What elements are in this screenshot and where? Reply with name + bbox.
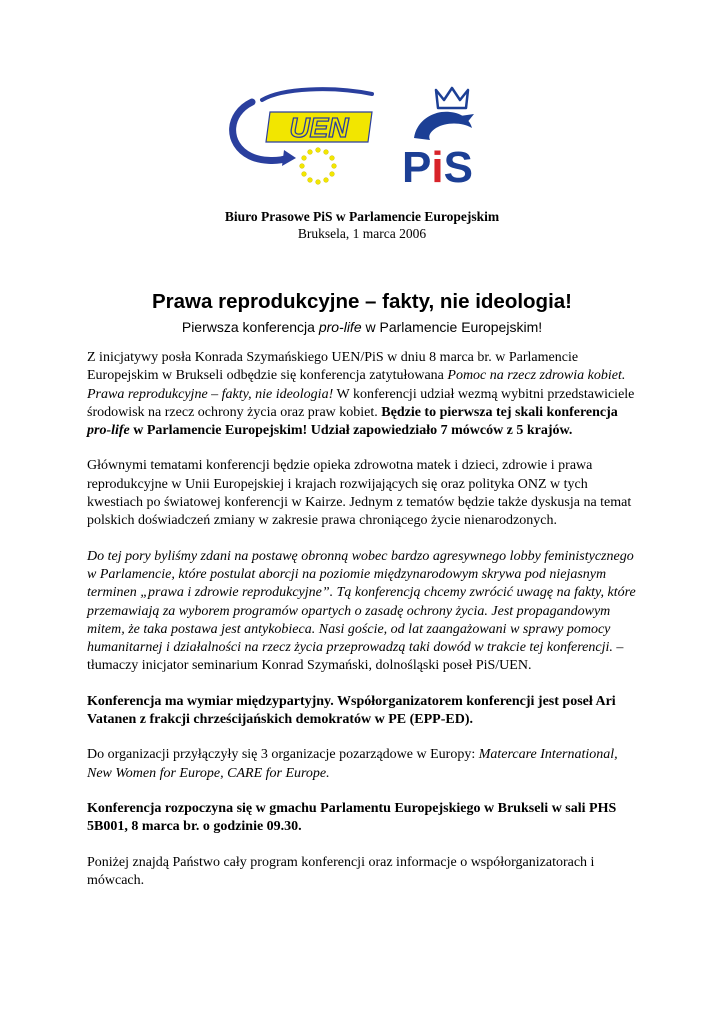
- subtitle-text: Pierwsza konferencja: [181, 319, 319, 335]
- uen-stars-icon: [300, 148, 337, 185]
- subtitle-italic: pro-life: [318, 319, 362, 335]
- p1-bold-italic: pro-life: [87, 423, 130, 439]
- paragraph-coorganizer: Konferencja ma wymiar międzypartyjny. Współorganizatorem konferencji jest poseł Ari Vatanen z frakcji chrześcijańskich demokratów w PE (EPP-ED).: [87, 693, 616, 728]
- document-body: [87, 349, 645, 907]
- paragraph-organizations: [87, 746, 645, 783]
- uen-logo: [222, 84, 382, 196]
- press-office-line: Biuro Prasowe PiS w Parlamencie Europejskim: [224, 209, 500, 224]
- p1-text: Z inicjatywy posła Konrada Szymańskiego UEN/PiS w dniu 8 marca br. w Parlamencie Europejskim w Brukseli odbędzie się konferencja zatytułowana: [87, 350, 579, 384]
- crown-icon: [436, 88, 468, 108]
- paragraph-venue: Konferencja rozpoczyna się w gmachu Parlamentu Europejskiego w Brukseli w sali PHS 5B001, 8 marca br. o godzinie 09.30.: [87, 800, 617, 835]
- quote-italic: Do tej pory byliśmy zdani na postawę obronną wobec bardzo agresywnego lobby feministycznego w Parlamencie, które postulat aborcji na poziomie międzynarodowym skrywa pod niejasnym terminen „prawa i zdrowie reprodukcyjne”. Tą konferencją chcemy zwrócić uwagę na fakty, które przemawiają za wyborem programów opartych o zasadę ochrony życia. Jest propagandowym mitem, że taka postawa jest antykobieca. Nasi goście, od lat zaangażowani w sprawy pomocy humanitarnej i działalności na rzecz życia przeprowadzą taki dowód w trakcie tej konferencji.: [87, 548, 636, 656]
- subtitle-text-end: w Parlamencie Europejskim!: [361, 319, 543, 335]
- paragraph-program: Poniżej znajdą Państwo cały program konferencji oraz informacje o współorganizatorach i mówcach.: [87, 854, 595, 888]
- logos-block: [222, 84, 512, 196]
- orgs-italic: Matercare International, New Women for Europe, CARE for Europe.: [87, 747, 618, 781]
- uen-arrow-icon: [282, 150, 296, 166]
- document-title: Prawa reprodukcyjne – fakty, nie ideologia!: [152, 290, 572, 313]
- quote-attribution: – tłumaczy inicjator seminarium Konrad Szymański, dolnośląski poseł PiS/UEN.: [87, 640, 624, 674]
- p1-bold: Będzie to pierwsza tej skali konferencja: [381, 404, 618, 420]
- paragraph-quote: [87, 548, 645, 676]
- pis-logo-text: PiS: [402, 143, 473, 186]
- paragraph-intro: [87, 349, 645, 440]
- document-subtitle: [0, 319, 724, 335]
- uen-top-swoosh-icon: [262, 89, 372, 100]
- place-date-line: Bruksela, 1 marca 2006: [297, 226, 427, 241]
- paragraph-topics: Głównymi tematami konferencji będzie opieka zdrowotna matek i dzieci, zdrowie i prawa reprodukcyjne w Unii Europejskiej i krajach rozwijających się oraz polityka ONZ w tych kwestiach po światowej konferencji w Kairze. Jednym z tematów będzie także dyskusja na temat polskich doświadczeń zmiany w zakresie prawa chroniącego życie nienarodzonych.: [87, 458, 632, 529]
- orgs-text: Do organizacji przyłączyły się 3 organizacje pozarządowe w Europy:: [87, 747, 479, 763]
- pis-logo: [400, 86, 502, 186]
- p1-text-2: W konferencji udział wezmą wybitni przedstawiciele środowisk na rzecz ochrony życia oraz praw kobiet.: [87, 386, 635, 420]
- p1-bold-2: w Parlamencie Europejskim! Udział zapowiedziało 7 mówców z 5 krajów.: [129, 423, 573, 439]
- p1-italic: Pomoc na rzecz zdrowia kobiet. Prawa reprodukcyjne – fakty, nie ideologia!: [87, 368, 626, 402]
- uen-logo-text: UEN: [289, 112, 349, 143]
